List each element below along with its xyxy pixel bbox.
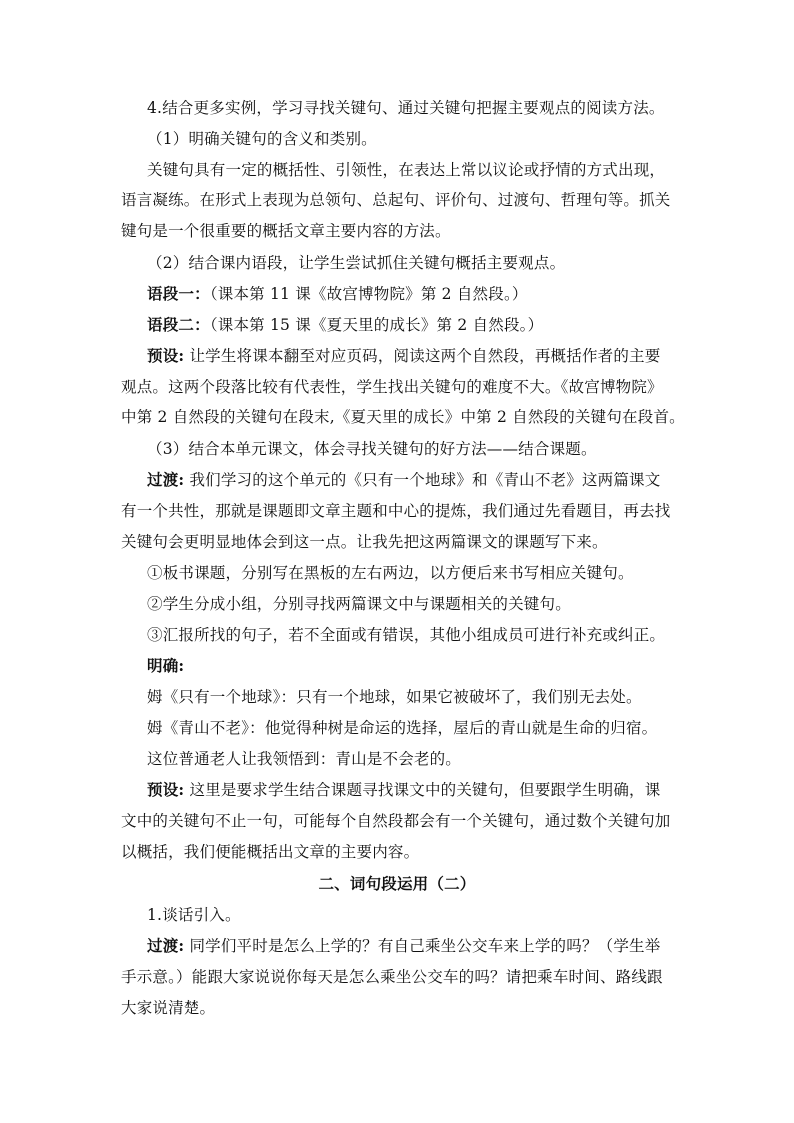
paragraph-line: 过渡: 我们学习的这个单元的《只有一个地球》和《青山不老》这两篇课文 — [147, 470, 661, 489]
paragraph-line: ①板书课题，分别写在黑板的左右两边，以方便后来书写相应关键句。 — [147, 564, 634, 582]
bold-label: 明确: — [147, 656, 185, 675]
bold-label: 过渡: — [147, 470, 185, 489]
bold-label: 过渡: — [147, 936, 185, 955]
paragraph-line: 关键句具有一定的概括性、引领性，在表达上常以议论或抒情的方式出现， — [147, 161, 666, 179]
paragraph-line: 关键句会更明显地体会到这一点。让我先把这两篇课文的课题写下来。 — [121, 533, 608, 551]
paragraph-line: 文中的关键句不止一句，可能每个自然段都会有一个关键句，通过数个关键句加 — [121, 812, 671, 830]
bold-label: 语段二： — [147, 315, 210, 334]
paragraph-line: 大家说清楚。 — [121, 999, 216, 1017]
paragraph-line: （2）结合课内语段，让学生尝试抓住关键句概括主要观点。 — [147, 254, 566, 272]
paragraph-line: 以概括，我们便能概括出文章的主要内容。 — [121, 843, 420, 861]
bold-label: 语段一： — [147, 284, 210, 303]
paragraph-line: 语段二：（课本第 15 课《夏天里的成长》第 2 自然段。） — [147, 315, 544, 334]
paragraph-line: ②学生分成小组，分别寻找两篇课文中与课题相关的关键句。 — [147, 595, 571, 613]
paragraph-line: 这位普通老人让我领悟到：青山是不会老的。 — [147, 750, 462, 768]
section-heading: 二、词句段运用（二） — [318, 874, 476, 893]
paragraph-line: 有一个共性，那就是课题即文章主题和中心的提炼，我们通过先看题目，再去找 — [121, 502, 671, 520]
paragraph-line: （3）结合本单元课文，体会寻找关键句的好方法——结合课题。 — [147, 440, 597, 458]
paragraph-line: 姆《青山不老》：他觉得种树是命运的选择，屋后的青山就是生命的归宿。 — [147, 719, 658, 737]
paragraph-line: 观点。这两个段落比较有代表性，学生找出关键句的难度不大。《故宫博物院》 — [121, 378, 663, 396]
paragraph-line: 1.谈话引入。 — [147, 906, 241, 924]
paragraph-line: （1）明确关键句的含义和类别。 — [147, 130, 377, 148]
paragraph-line: 预设: 让学生将课本翻至对应页码，阅读这两个自然段，再概括作者的主要 — [147, 346, 661, 365]
paragraph-line: ③汇报所找的句子，若不全面或有错误，其他小组成员可进行补充或纠正。 — [147, 626, 666, 644]
paragraph-line: 姆《只有一个地球》：只有一个地球，如果它被破坏了，我们别无去处。 — [147, 688, 642, 706]
paragraph-line: 过渡: 同学们平时是怎么上学的？有自己乘坐公交车来上学的吗？（学生举 — [147, 936, 661, 955]
bold-label: 预设: — [147, 780, 185, 799]
paragraph-line: 预设: 这里是要求学生结合课题寻找课文中的关键句，但要跟学生明确，课 — [147, 780, 661, 799]
paragraph-line: 语段一：（课本第 11 课《故宫博物院》第 2 自然段。） — [147, 284, 528, 303]
paragraph-line: 4.结合更多实例，学习寻找关键句、通过关键句把握主要观点的阅读方法。 — [147, 99, 665, 117]
paragraph-line: 手示意。）能跟大家说说你每天是怎么乘坐公交车的吗？请把乘车时间、路线跟 — [121, 968, 663, 986]
paragraph-line: 语言凝练。在形式上表现为总领句、总起句、评价句、过渡句、哲理句等。抓关 — [121, 191, 671, 209]
paragraph-line: 中第 2 自然段的关键句在段末,《夏天里的成长》中第 2 自然段的关键句在段首。 — [121, 408, 685, 426]
paragraph-line: 键句是一个很重要的概括文章主要内容的方法。 — [121, 222, 451, 240]
bold-label: 预设: — [147, 346, 185, 365]
paragraph-line — [147, 655, 184, 677]
